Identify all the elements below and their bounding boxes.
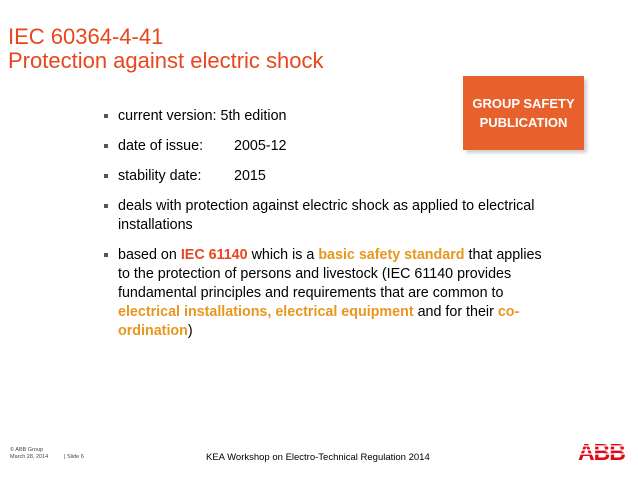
- title-line-2: Protection against electric shock: [8, 48, 324, 73]
- bullet-list: [104, 107, 544, 352]
- bullet-square-icon: [104, 204, 108, 208]
- bullet-based-on: based on IEC 61140 which is a basic safety standard that applies to the protection of persons and livestock (IEC 61140 provides fundamental principles and requirements that are common to electrical installations, electrical equipment and for their co-ordination): [104, 246, 544, 341]
- title-line-1: IEC 60364-4-41: [8, 24, 164, 49]
- bullet-scope: deals with protection against electric shock as applied to electrical installations: [104, 197, 544, 235]
- highlight-electrical-installations: electrical installations, electrical equipment: [118, 304, 414, 320]
- highlight-iec-61140: IEC 61140: [180, 247, 248, 263]
- badge-line-1: GROUP SAFETY: [472, 96, 575, 111]
- highlight-co-ordination: co-ordination: [118, 304, 520, 339]
- bullet-square-icon: [104, 114, 108, 118]
- footer-slide-number: | Slide 6: [64, 454, 84, 460]
- abb-logo-text: ABB: [578, 440, 625, 464]
- bullet-date-of-issue: date of issue: 2005-12: [104, 137, 544, 156]
- footer-event-title: KEA Workshop on Electro-Technical Regulation 2014: [206, 452, 430, 463]
- badge-line-2: PUBLICATION: [479, 115, 568, 130]
- bullet-square-icon: [104, 174, 108, 178]
- footer-copyright-block: [10, 447, 48, 461]
- abb-logo: [578, 440, 630, 464]
- bullet-current-version: current version: 5th edition: [104, 107, 544, 126]
- highlight-basic-safety-standard: basic safety standard: [318, 247, 465, 263]
- bullet-square-icon: [104, 253, 108, 257]
- footer-date: March 28, 2014: [10, 454, 49, 460]
- bullet-square-icon: [104, 144, 108, 148]
- bullet-stability-date: stability date: 2015: [104, 167, 544, 186]
- slide-title: [8, 25, 324, 73]
- footer-copyright: © ABB Group: [10, 447, 44, 453]
